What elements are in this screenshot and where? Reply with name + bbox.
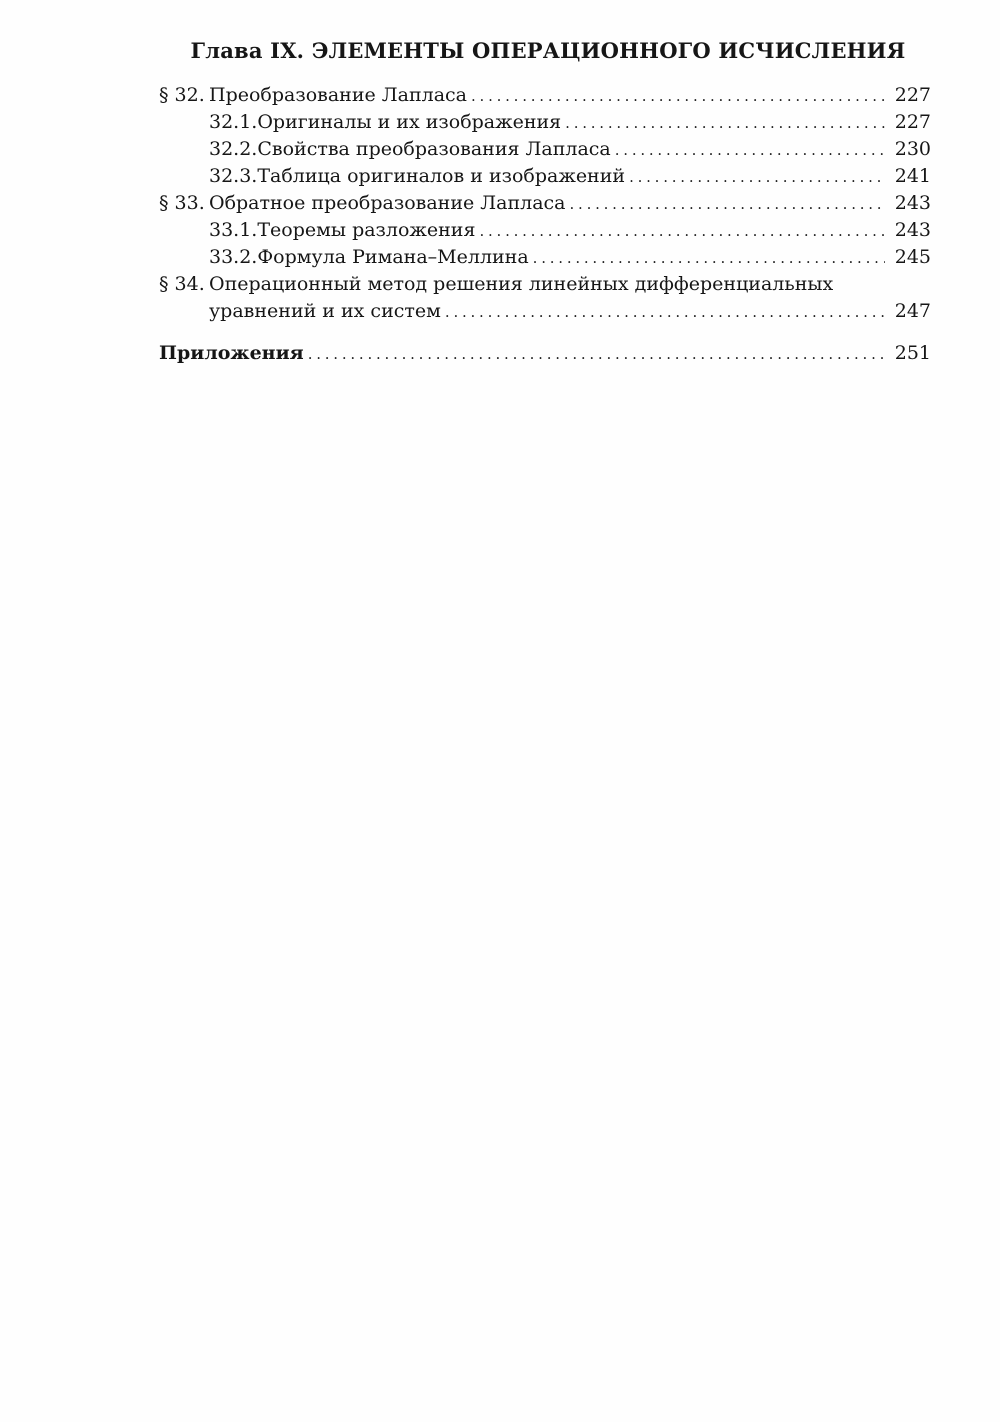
dot-leader bbox=[629, 164, 885, 191]
subsection-title: Оригиналы и их изображения bbox=[257, 111, 562, 133]
section-title: Преобразование Лапласа bbox=[209, 84, 467, 106]
dot-leader bbox=[479, 218, 884, 245]
dot-leader bbox=[533, 245, 885, 272]
appendix-title: Приложения bbox=[159, 342, 304, 364]
subsection-title: Формула Римана–Меллина bbox=[257, 246, 529, 268]
section-number: § 34. bbox=[159, 273, 205, 295]
subsection-title: Свойства преобразования Лапласа bbox=[257, 138, 611, 160]
section-title-line-1: Операционный метод решения линейных дифференциальных bbox=[209, 273, 834, 295]
dot-leader bbox=[445, 299, 885, 326]
dot-leader bbox=[471, 83, 885, 110]
dot-leader bbox=[615, 137, 885, 164]
table-of-contents bbox=[159, 82, 931, 367]
subsection-number: 32.2. bbox=[209, 138, 258, 160]
toc-entry-33-2[interactable] bbox=[159, 244, 931, 271]
page-number: 243 bbox=[894, 219, 931, 241]
toc-entry-32[interactable] bbox=[159, 82, 931, 109]
page-number: 241 bbox=[894, 165, 931, 187]
toc-entry-appendix[interactable] bbox=[159, 340, 931, 367]
section-number: § 33. bbox=[159, 192, 205, 214]
subsection-number: 33.1. bbox=[209, 219, 258, 241]
toc-entry-32-2[interactable] bbox=[159, 136, 931, 163]
toc-entry-33[interactable] bbox=[159, 190, 931, 217]
subsection-number: 32.3. bbox=[209, 165, 258, 187]
page-number: 227 bbox=[894, 84, 931, 106]
subsection-title: Теоремы разложения bbox=[257, 219, 476, 241]
dot-leader bbox=[308, 341, 885, 368]
section-title-line-2: уравнений и их систем bbox=[209, 300, 441, 322]
subsection-number: 33.2. bbox=[209, 246, 258, 268]
section-title: Обратное преобразование Лапласа bbox=[209, 192, 566, 214]
toc-entry-34[interactable] bbox=[159, 271, 931, 298]
subsection-title: Таблица оригиналов и изображений bbox=[257, 165, 626, 187]
page-number: 247 bbox=[894, 300, 931, 322]
toc-entry-33-1[interactable] bbox=[159, 217, 931, 244]
page-number: 243 bbox=[894, 192, 931, 214]
toc-entry-34-continuation[interactable] bbox=[159, 298, 931, 325]
toc-entry-32-1[interactable] bbox=[159, 109, 931, 136]
section-number: § 32. bbox=[159, 84, 205, 106]
dot-leader bbox=[570, 191, 885, 218]
dot-leader bbox=[565, 110, 885, 137]
page-number: 245 bbox=[894, 246, 931, 268]
subsection-number: 32.1. bbox=[209, 111, 258, 133]
toc-entry-32-3[interactable] bbox=[159, 163, 931, 190]
page-number: 227 bbox=[894, 111, 931, 133]
page-number: 230 bbox=[894, 138, 931, 160]
chapter-title: Глава IX. ЭЛЕМЕНТЫ ОПЕРАЦИОННОГО ИСЧИСЛЕНИЯ bbox=[190, 38, 906, 63]
page-number: 251 bbox=[894, 342, 931, 364]
